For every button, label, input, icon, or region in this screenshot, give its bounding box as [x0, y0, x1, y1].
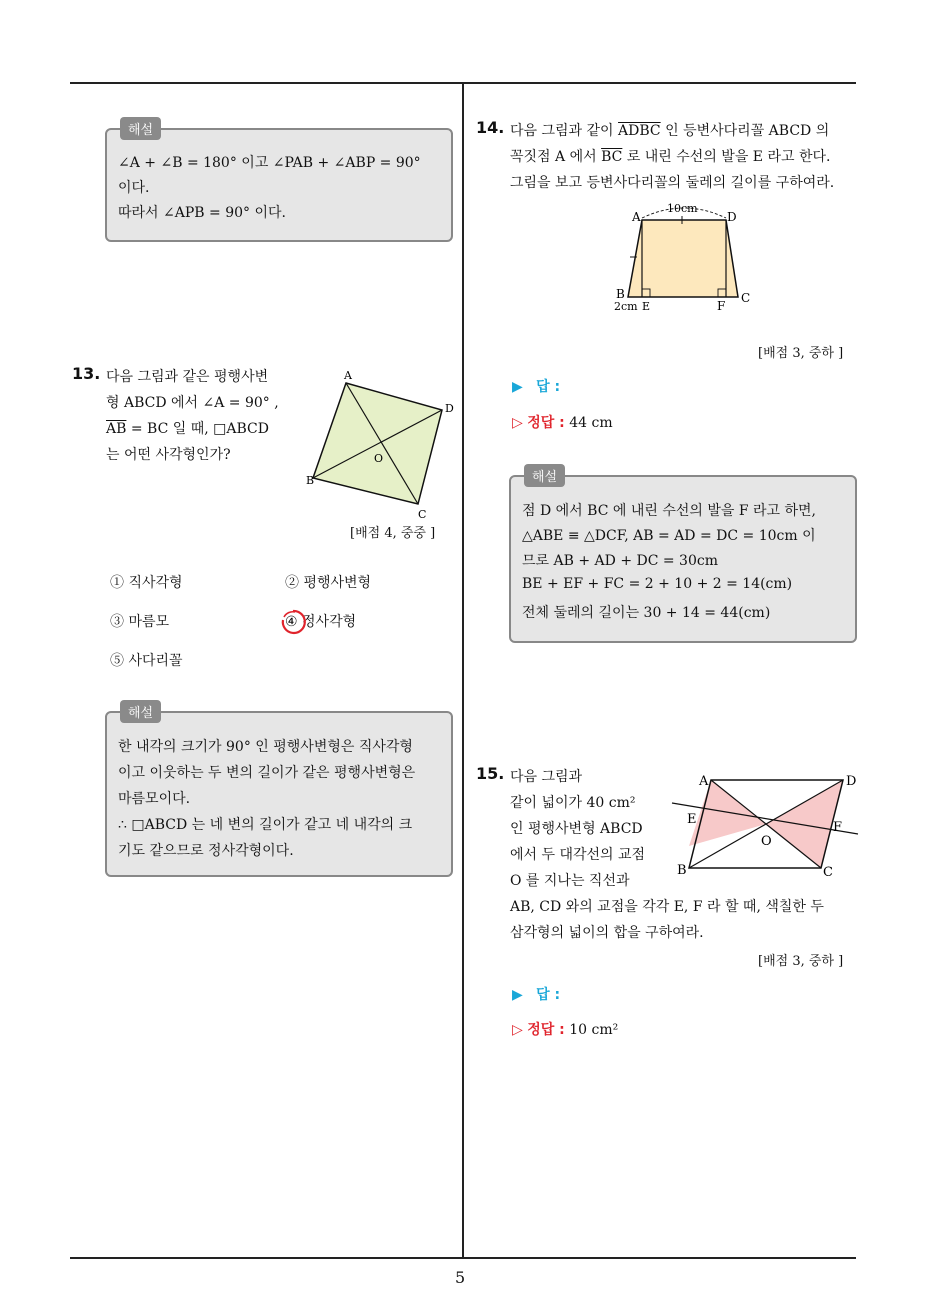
q13-exp-line-2: 이고 이웃하는 두 변의 길이가 같은 평행사변형은 — [118, 765, 416, 781]
q13-choice-1[interactable]: ① 직사각형 — [110, 575, 183, 591]
q15-correct-line — [512, 1019, 618, 1039]
q12-exp-line-2: 이다. — [118, 180, 150, 196]
q14-line-2-pre: 꼭짓점 A 에서 — [510, 149, 597, 165]
q14-answer-label: 답 : — [536, 379, 561, 395]
q13-number: 13. — [72, 364, 101, 383]
q14-exp-line-3: 므로 AB + AD + DC = 30cm — [522, 553, 718, 569]
page-number: 5 — [455, 1268, 466, 1287]
q13-line-2: 형 ABCD 에서 ∠A = 90° , — [106, 395, 279, 411]
q15-line-4: 에서 두 대각선의 교점 — [510, 847, 646, 863]
q14-label-a: A — [632, 210, 641, 224]
answer-arrow-icon: ▶ — [512, 379, 523, 395]
q13-line-3-text: = BC 일 때, □ABCD — [130, 421, 269, 437]
q14-correct-line — [512, 412, 613, 432]
q14-label-f: F — [717, 299, 726, 313]
q14-correct-value: 44 cm — [569, 415, 613, 431]
q14-line-2-post: 로 내린 수선의 발을 E 라고 한다. — [626, 149, 831, 165]
q14-label-top: 10cm — [667, 202, 698, 215]
q15-correct-label: 정답 : — [527, 1022, 565, 1038]
q14-number: 14. — [476, 118, 505, 137]
q13-choice-2[interactable]: ② 평행사변형 — [285, 575, 372, 591]
q13-exp-line-5: 기도 같으므로 정사각형이다. — [118, 843, 294, 859]
q15-line-3: 인 평행사변형 ABCD — [510, 821, 643, 837]
q12-exp-line-3: 따라서 ∠APB = 90° 이다. — [118, 205, 286, 221]
q13-exp-line-3: 마름모이다. — [118, 791, 191, 807]
column-divider — [462, 82, 464, 1258]
q14-exp-line-2: △ABE ≡ △DCF, AB = AD = DC = 10cm 이 — [522, 528, 816, 544]
q13-meta: [배점 4, 중중 ] — [350, 526, 436, 541]
q14-line-1-segment: ADBC — [618, 123, 661, 139]
bottom-rule — [70, 1257, 856, 1259]
q15-label-a: A — [699, 774, 709, 789]
q15-line-1: 다음 그림과 — [510, 769, 583, 785]
q14-answer-line[interactable] — [512, 376, 560, 396]
q14-label-e: E — [642, 300, 651, 313]
q15-line-7: 삼각형의 넓이의 합을 구하여라. — [510, 925, 704, 941]
q14-line-1-post: 인 등변사다리꼴 ABCD 의 — [665, 123, 830, 139]
correct-arrow-icon: ▷ — [512, 415, 523, 431]
q13-choice-4[interactable] — [285, 611, 356, 631]
q14-label-bottom: 2cm — [614, 300, 638, 313]
q13-choice-4-number: ④ — [285, 614, 298, 630]
q14-line-1 — [510, 120, 829, 140]
q14-line-3: 그림을 보고 등변사다리꼴의 둘레의 길이를 구하여라. — [510, 175, 835, 191]
q14-meta: [배점 3, 중하 ] — [758, 346, 844, 361]
q14-line-2 — [510, 146, 830, 166]
q13-label-d: D — [445, 402, 454, 415]
q13-line-1: 다음 그림과 같은 평행사변 — [106, 369, 269, 385]
q13-choice-5[interactable]: ⑤ 사다리꼴 — [110, 653, 183, 669]
q13-explanation-tag: 해설 — [120, 700, 161, 723]
q15-line-6: AB, CD 와의 교점을 각각 E, F 라 할 때, 색칠한 두 — [510, 899, 824, 915]
q15-label-c: C — [823, 865, 833, 880]
correct-arrow-icon: ▷ — [512, 1022, 523, 1038]
q15-line-2: 같이 넓이가 40 cm² — [510, 795, 636, 811]
answer-arrow-icon: ▶ — [512, 987, 523, 1003]
q15-label-f: F — [833, 820, 843, 835]
q13-exp-line-4: ∴ □ABCD 는 네 변의 길이가 같고 네 내각의 크 — [118, 817, 413, 833]
q14-line-2-segment: $\overline{BC}$ — [601, 149, 623, 165]
q13-choice-4-text: 정사각형 — [302, 614, 357, 630]
q13-line-4: 는 어떤 사각형인가? — [106, 447, 231, 463]
q15-number: 15. — [476, 764, 505, 783]
q14-label-d: D — [727, 210, 737, 224]
q15-label-b: B — [677, 863, 687, 878]
q15-label-o: O — [761, 834, 772, 849]
q13-label-a: A — [344, 369, 352, 382]
q13-label-b: B — [306, 474, 315, 487]
q14-exp-line-1: 점 D 에서 BC 에 내린 수선의 발을 F 라고 하면, — [522, 503, 817, 519]
q13-ab-segment: $\overline{AB}$ — [106, 421, 127, 437]
q13-line-3 — [106, 418, 269, 438]
q14-trapezoid-figure — [610, 200, 760, 316]
q14-label-c: C — [741, 291, 751, 305]
q13-label-o: O — [374, 452, 384, 465]
q15-parallelogram-figure — [668, 768, 860, 880]
q12-explanation-box — [105, 128, 453, 242]
q14-exp-line-5: 전체 둘레의 길이는 30 + 14 = 44(cm) — [522, 605, 771, 621]
q15-line-5: O 를 지나는 직선과 — [510, 873, 630, 889]
q12-explanation-tag: 해설 — [120, 117, 161, 140]
q15-correct-value: 10 cm² — [569, 1022, 619, 1038]
q15-answer-line[interactable] — [512, 984, 560, 1004]
q14-correct-label: 정답 : — [527, 415, 565, 431]
q14-label-b: B — [616, 287, 625, 301]
q13-choice-4-marked — [285, 614, 298, 630]
q15-answer-label: 답 : — [536, 987, 561, 1003]
q14-explanation-tag: 해설 — [524, 464, 565, 487]
q12-exp-line-1: ∠A + ∠B = 180° 이고 ∠PAB + ∠ABP = 90° — [118, 155, 421, 171]
answer-circle-mark-icon — [279, 608, 307, 636]
q13-square-figure — [300, 366, 460, 526]
q15-shaded-triangle-left — [689, 780, 766, 846]
q15-label-e: E — [687, 812, 697, 827]
q15-meta: [배점 3, 중하 ] — [758, 954, 844, 969]
q13-label-c: C — [418, 508, 427, 521]
q13-choice-3[interactable]: ③ 마름모 — [110, 614, 170, 630]
q14-trapezoid-shape — [628, 220, 738, 297]
q14-line-1-pre: 다음 그림과 같이 — [510, 123, 614, 139]
q13-exp-line-1: 한 내각의 크기가 90° 인 평행사변형은 직사각형 — [118, 739, 413, 755]
q15-label-d: D — [846, 774, 857, 789]
q14-exp-line-4: BE + EF + FC = 2 + 10 + 2 = 14(cm) — [522, 576, 793, 592]
